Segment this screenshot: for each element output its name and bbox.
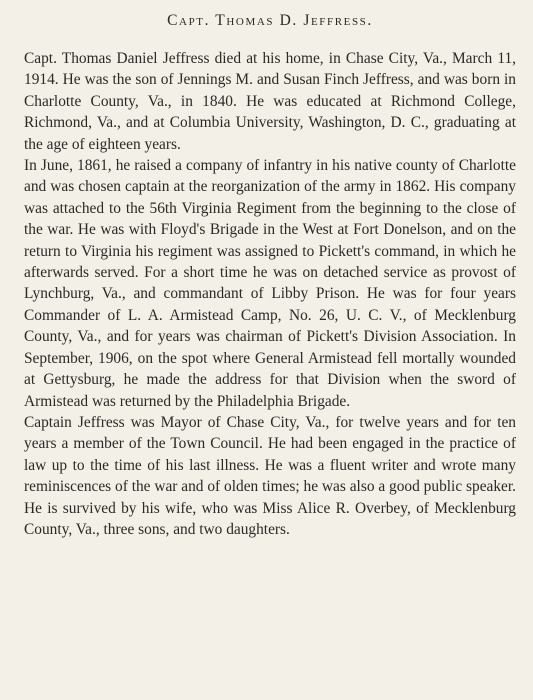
paragraph-1: Capt. Thomas Daniel Jeffress died at his home, in Chase City, Va., March 11, 1914. He was the son of Jennings M. and Susan Finch Jeffress, and was born in Charlotte County, Va., in 1840. He was educated at Richmond College, Richmond, Va., and at Columbia University, Washington, D. C., graduating at the age of eighteen years. [24,50,516,153]
article-title: Capt. Thomas D. Jeffress. [167,12,373,29]
paragraph-2: In June, 1861, he raised a company of infantry in his native county of Charlotte and was chosen captain at the reorganization of the army in 1862. His company was attached to the 56th Virginia Regiment from the beginning to the close of the war. He was with Floyd's Brigade in the West at Fort Donelson, and on the return to Virginia his regiment was assigned to Pickett's command, in which he afterwards served. For a short time he was on detached service as provost of Lynchburg, Va., and commandant of Libby Prison. He was for four years Commander of L. A. Armistead Camp, No. 26, U. C. V., of Mecklenburg County, Va., and for years was chairman of Pickett's Division Association. In September, 1906, on the spot where General Armistead fell mortally wounded at Gettysburg, he made the address for that Division when the sword of Armistead was returned by the Philadelphia Brigade. [24,157,516,410]
paragraph-3: Captain Jeffress was Mayor of Chase City, Va., for twelve years and for ten years a member of the Town Council. He had been engaged in the practice of law up to the time of his last illness. He was a fluent writer and wrote many reminiscences of the war and of olden times; he was also a good public speaker. He is survived by his wife, who was Miss Alice R. Overbey, of Mecklenburg County, Va., three sons, and two daughters. [24,413,516,538]
